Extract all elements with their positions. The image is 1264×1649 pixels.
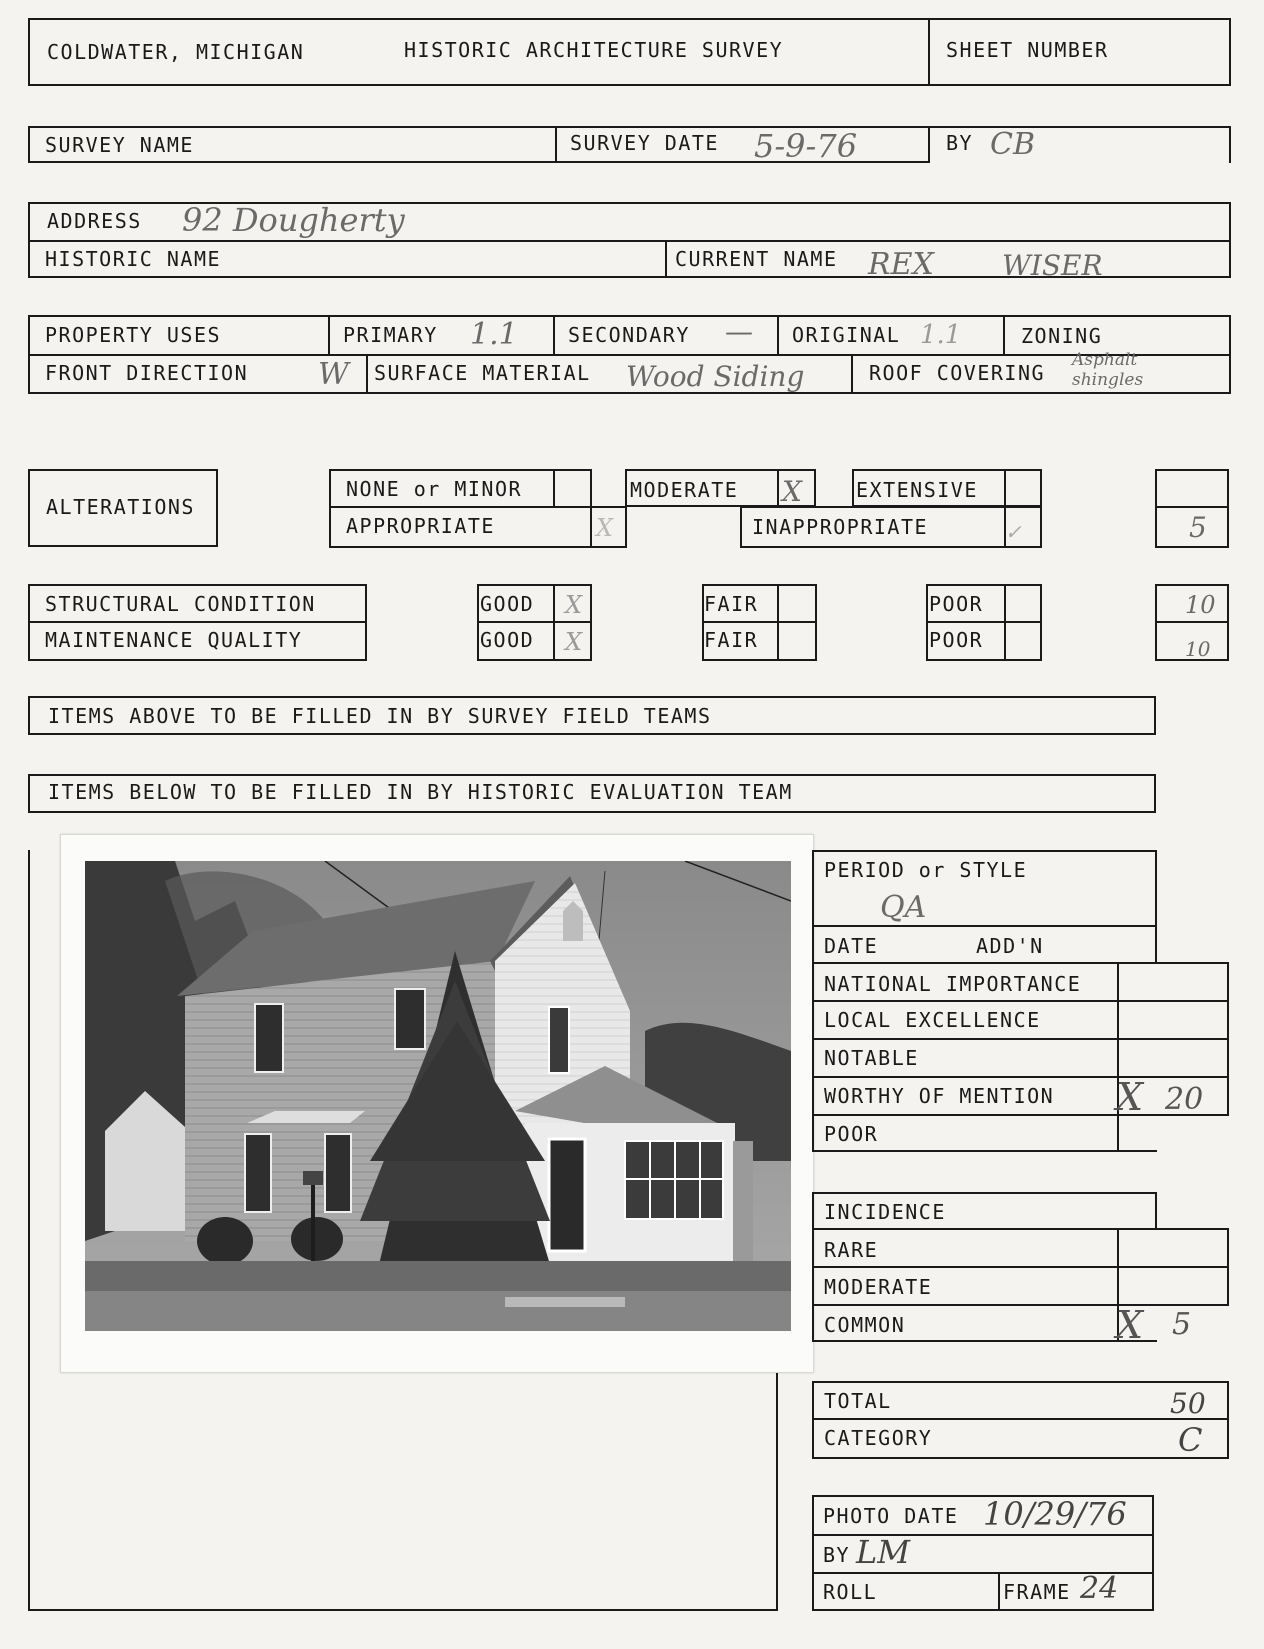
survey-date-label: SURVEY DATE [570,131,719,155]
photo-card [60,834,814,1373]
address-left [28,202,30,278]
local-excellence-label: LOCAL EXCELLENCE [824,1008,1041,1032]
incidence-label: INCIDENCE [824,1200,946,1224]
inappropriate-mark: ✓ [1005,520,1022,544]
structural-condition-label: STRUCTURAL CONDITION [45,592,316,616]
surface-material-value: Wood Siding [626,360,805,393]
addn-label: ADD'N [976,934,1044,958]
eval-top [812,850,1157,852]
period-label: PERIOD or STYLE [824,858,1028,882]
total-label: TOTAL [824,1389,892,1413]
primary-value: 1.1 [470,317,518,352]
inc-moderate-label: MODERATE [824,1275,933,1299]
fair-label-maintenance: FAIR [704,628,759,652]
national-importance-label: NATIONAL IMPORTANCE [824,972,1082,996]
good-mid [477,621,592,623]
surface-material-label: SURFACE MATERIAL [374,361,591,385]
maintenance-score: 10 [1185,637,1211,661]
maintenance-good-mark: X [565,628,583,656]
address-right [1229,202,1231,278]
eval-check-div [1117,962,1119,1152]
roof-covering-value-2: shingles [1072,370,1144,390]
survey-by-value: CB [990,127,1035,162]
address-mid [28,240,1231,242]
secondary-value: — [725,315,753,348]
eval-line-local [812,1000,1229,1002]
inappropriate-label: INAPPROPRIATE [752,515,929,539]
eval-score-right [1227,962,1229,1116]
fair-label-structural: FAIR [704,592,759,616]
survey-title: HISTORIC ARCHITECTURE SURVEY [404,38,784,62]
lower-frame-right [776,1360,778,1611]
lower-frame-bottom [28,1609,778,1611]
address-value: 92 Dougherty [182,201,405,239]
alterations-label: ALTERATIONS [46,495,195,519]
moderate-mark: X [782,475,802,508]
structural-score: 10 [1185,591,1216,619]
sheet-number-label: SHEET NUMBER [946,38,1109,62]
worthy-score: 20 [1165,1082,1204,1117]
uses-top [28,315,1231,317]
below-note: ITEMS BELOW TO BE FILLED IN BY HISTORIC EVALUATION TEAM [48,780,793,804]
current-name-last: WISER [1002,249,1103,282]
survey-name-label: SURVEY NAME [45,133,194,157]
good-label-structural: GOOD [480,592,535,616]
survey-row-div1 [555,126,557,163]
current-name-first: REX [868,247,934,282]
header-divider [928,18,930,86]
inc-right-upper [1155,1192,1157,1230]
moderate-label: MODERATE [630,478,739,502]
good-label-maintenance: GOOD [480,628,535,652]
roof-covering-value-1: Asphalt [1072,350,1138,370]
survey-row-left [28,126,30,163]
above-note: ITEMS ABOVE TO BE FILLED IN BY SURVEY FIELD TEAMS [48,704,712,728]
uses-div2 [553,315,555,355]
address-label: ADDRESS [47,209,142,233]
survey-row-top [28,126,1231,128]
roll-label: ROLL [823,1580,878,1604]
worthy-label: WORTHY OF MENTION [824,1084,1055,1108]
poor-label-structural: POOR [929,592,984,616]
poor-label-maintenance: POOR [929,628,984,652]
worthy-mark: X [1116,1075,1144,1119]
uses-div3 [777,315,779,355]
frame-label: FRAME [1003,1580,1071,1604]
roof-covering-label: ROOF COVERING [869,361,1046,385]
house-photo [85,861,791,1331]
zoning-label: ZONING [1021,324,1103,348]
survey-row-right [1229,126,1231,163]
primary-label: PRIMARY [343,323,438,347]
eval-line-national [812,962,1229,964]
category-value: C [1178,1421,1203,1459]
secondary-label: SECONDARY [568,323,690,347]
fair-mid [702,621,817,623]
rare-label: RARE [824,1238,879,1262]
totals-mid [812,1418,1229,1420]
eval-right-upper [1155,850,1157,964]
eval-poor-label: POOR [824,1122,879,1146]
uses-div5 [366,354,368,394]
inc-line-moderate [812,1266,1229,1268]
none-minor-check-div [553,469,555,507]
structural-good-mark: X [565,591,583,619]
inc-line-common [812,1304,1229,1306]
uses-left [28,315,30,394]
inc-left [812,1192,814,1342]
property-uses-label: PROPERTY USES [45,323,222,347]
uses-mid [28,354,1231,356]
survey-by-label: BY [946,131,974,155]
eval-line-date [812,925,1157,927]
common-label: COMMON [824,1313,906,1337]
photo-date-value: 10/29/76 [983,1495,1127,1533]
location-label: COLDWATER, MICHIGAN [47,40,305,64]
extensive-label: EXTENSIVE [856,478,978,502]
uses-div6 [851,354,853,394]
eval-bottom [812,1150,1157,1152]
inc-line-rare [812,1228,1229,1230]
condition-label-mid [28,621,367,623]
eval-line-worthy [812,1076,1229,1078]
original-label: ORIGINAL [792,323,901,347]
inc-score-right [1227,1228,1229,1306]
front-direction-value: W [318,357,349,392]
extensive-check-div [1004,469,1006,507]
front-direction-label: FRONT DIRECTION [45,361,249,385]
period-value: QA [880,890,927,925]
eval-line-notable [812,1038,1229,1040]
appropriate-label: APPROPRIATE [346,514,495,538]
fair-check-div [777,584,779,661]
total-value: 50 [1170,1387,1206,1420]
uses-right [1229,315,1231,394]
category-label: CATEGORY [824,1426,933,1450]
inc-top [812,1192,1157,1194]
original-value: 1.1 [920,320,962,350]
survey-row-div2 [928,126,930,163]
inc-bottom [812,1340,1157,1342]
survey-date-value: 5-9-76 [754,127,858,165]
common-score: 5 [1172,1307,1192,1342]
historic-name-label: HISTORIC NAME [45,247,222,271]
moderate-check-div [777,469,779,507]
uses-div4 [1003,315,1005,355]
photo-by-value: LM [856,1533,911,1571]
appropriate-mark: X [596,514,614,542]
maintenance-quality-label: MAINTENANCE QUALITY [45,628,303,652]
alterations-score: 5 [1189,511,1207,544]
uses-div1 [328,315,330,355]
current-name-label: CURRENT NAME [675,247,838,271]
good-check-div [553,584,555,661]
frame-value: 24 [1080,1571,1119,1606]
lower-frame-left [28,850,30,1611]
poor-mid [926,621,1042,623]
photo-by-label: BY [823,1543,851,1567]
notable-label: NOTABLE [824,1046,919,1070]
none-minor-label: NONE or MINOR [346,477,523,501]
condition-score-mid [1155,621,1229,623]
frame-div [998,1572,1000,1611]
date-label: DATE [824,934,879,958]
poor-check-div [1004,584,1006,661]
alterations-score-mid [1155,506,1229,508]
common-mark: X [1116,1303,1144,1347]
current-name-div [665,240,667,278]
photo-date-label: PHOTO DATE [823,1504,959,1528]
